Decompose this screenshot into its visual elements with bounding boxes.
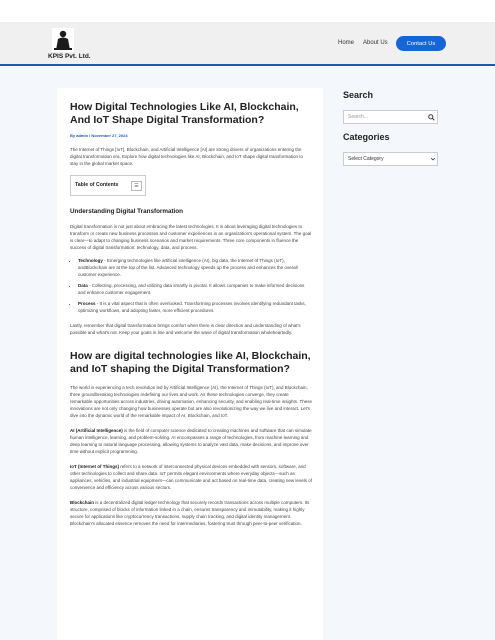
categories-widget-title: Categories	[343, 132, 390, 142]
post-title: How Digital Technologies Like AI, Blockchain, And IoT Shape Digital Transformation?	[70, 101, 299, 126]
section-heading-how: How are digital technologies like AI, Blockchain, and IoT shaping the Digital Transformation?	[70, 350, 311, 375]
blockchain-term: Blockchain	[70, 500, 95, 505]
blockchain-text: is a decentralized digital ledger technology that securely records transactions across multiple computers. Its structure, comprised of blocks of information linked in a chain, ensures transparency and immutability, making it highly secure for applications like cryptocurrency transactions, supply chain tracking, and digital identity management. Blockchain's allocated essence removes the need for intermediaries, fostering trust through peer-to-peer verification.	[70, 500, 310, 526]
iot-term: IoT (Internet of Things)	[70, 464, 119, 469]
toc-label: Table of Contents	[75, 182, 119, 188]
blockchain-paragraph	[70, 499, 312, 527]
ai-text: is the field of computer science dedicated to creating machines and software that can simulate human intelligence, learning, and problem-solving. AI encompasses a range of technologies, from machine learning and deep learning to natural language processing, allowing systems to analyze vast data, make decisions, and improve over time without explicit programming.	[70, 428, 312, 454]
article-content	[70, 101, 312, 527]
section-heading-understanding: Understanding Digital Transformation	[70, 208, 184, 215]
list-item	[78, 282, 312, 296]
intro-paragraph: The Internet of Things [IoT], Blockchain, and Artificial Intelligence [AI] are strong drivers of organizations entering the digital transformation era. Explore how digital technologies like AI, Blockchain, and IoT shape digital transformation to stay in the global market space.	[70, 147, 304, 166]
list-item-text: - It is a vital aspect that is often overlooked. Transforming processes involves identifying redundant tasks, optimizing workflows, and adopting faster, more efficient procedures.	[78, 301, 306, 313]
contact-us-button[interactable]: Contact Us	[396, 36, 446, 51]
list-item	[78, 257, 312, 278]
table-of-contents[interactable]	[70, 175, 146, 196]
iot-paragraph	[70, 463, 312, 491]
article-card	[57, 88, 323, 640]
logo-icon[interactable]	[52, 28, 74, 52]
list-item-term: Technology	[78, 258, 103, 263]
post-meta[interactable]: By admin / November 27, 2024	[70, 133, 128, 138]
top-strip	[0, 0, 495, 22]
components-list	[70, 257, 312, 314]
category-select-value: Select Category	[348, 156, 384, 162]
section1-closing-paragraph: Lastly, remember that digital transformation brings comfort when there is clear direction and understanding of what's possible and what's not. Keep your goals in line and welcome the wave of digital transformation wholeheartedly.	[70, 323, 301, 335]
category-select[interactable]	[343, 152, 438, 166]
list-item-term: Data	[78, 283, 88, 288]
list-item	[78, 300, 312, 314]
chevron-down-icon	[430, 156, 436, 162]
toc-toggle-icon[interactable]: ☰	[131, 181, 142, 191]
ai-paragraph	[70, 427, 312, 455]
brand-name[interactable]: KPIS Pvt. Ltd.	[48, 53, 91, 60]
ai-term: AI (Artificial Intelligence)	[70, 428, 123, 433]
search-icon[interactable]	[428, 114, 435, 121]
section1-paragraph: Digital transformation is not just about embracing the latest technologies. It is about leveraging digital technologies to transform or create new business processes and customer experiences in an organization's operational system. The goal is clear—to adapt to changing business scenarios and market requirements. Three core components in fluence the success of digital transformation: technology, data, and process.	[70, 224, 312, 250]
nav-about-link[interactable]: About Us	[363, 40, 388, 46]
search-input[interactable]	[344, 111, 424, 123]
list-item-term: Process	[78, 301, 96, 306]
section2-paragraph: The world is experiencing a tech revolution led by Artificial Intelligence (AI), the Internet of Things (IoT), and Blockchain, three groundbreaking technologies redefining our lives and work. As these technologies converge, they create remarkable opportunities across industries, driving automation, enhancing security, and enabling real-time insights. These innovations are not only changing how businesses operate but are also revolutionizing the way we live and interact. Let's dive into the dynamic world of the remarkable impact of AI, Blockchain, and IoT.	[70, 385, 312, 418]
search-widget-title: Search	[343, 90, 374, 100]
nav-home-link[interactable]: Home	[338, 40, 355, 46]
iot-text: refers to a network of interconnected physical devices embedded with sensors, software, and other technologies to collect and share data. IoT permits elegant environments where everyday objects—such as appliances, vehicles, and industrial equipment—can communicate and act based on real-time data, creating new levels of convenience and efficiency across various sectors.	[70, 464, 312, 490]
search-form	[343, 110, 438, 124]
header-divider	[0, 64, 495, 66]
list-item-text: - Collecting, processing, and utilizing data smartly is pivotal. It allows companies to make informed decisions and enhance customer engagement.	[78, 283, 305, 295]
list-item-text: - Emerging technologies like artificial intelligence (AI), big data, the Internet of Things (IoT), andBlockchain are at the top of the list. Advanced technology speeds up the process and enhances the overall customer experience.	[78, 258, 298, 277]
